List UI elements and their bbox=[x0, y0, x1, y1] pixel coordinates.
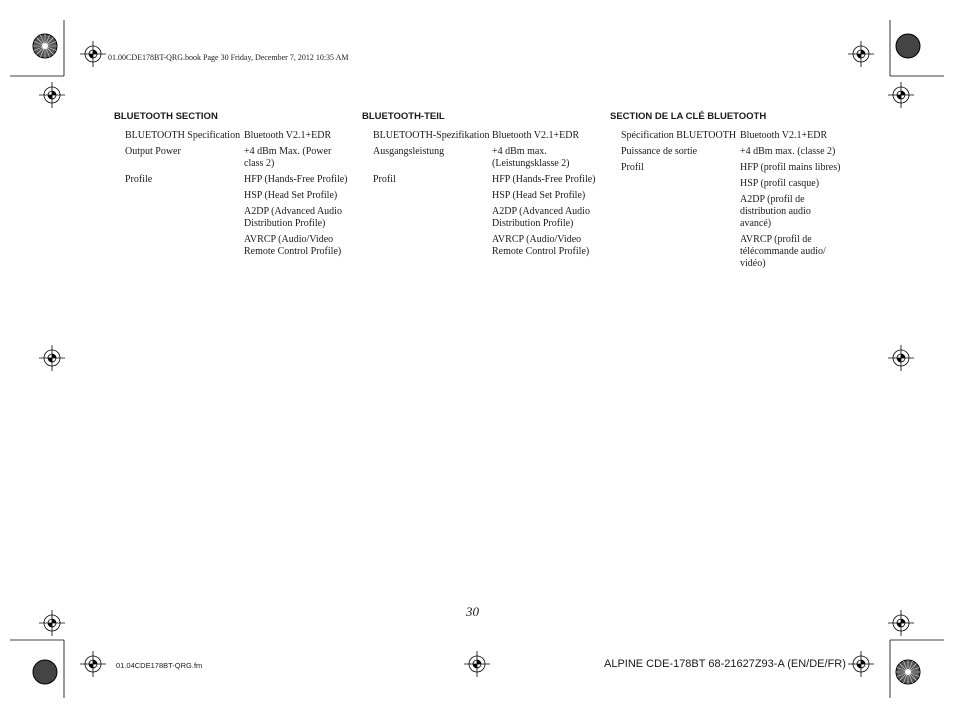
spec-value bbox=[740, 146, 844, 158]
spec-value-item: HSP (profil casque) bbox=[740, 178, 820, 189]
spec-value-item: HFP (Hands-Free Profile) bbox=[244, 174, 348, 185]
spec-label: BLUETOOTH-Spezifikation bbox=[373, 130, 490, 141]
spec-value-item: HFP (profil mains libres) bbox=[740, 162, 841, 173]
spec-table bbox=[621, 130, 847, 274]
spec-value bbox=[740, 130, 844, 142]
spec-table bbox=[373, 130, 599, 262]
spec-value bbox=[244, 130, 348, 142]
spec-row bbox=[373, 174, 599, 258]
spec-label: Ausgangsleistung bbox=[373, 146, 445, 157]
spec-value bbox=[244, 174, 348, 258]
spec-row bbox=[125, 174, 351, 258]
spec-value-item: AVRCP (Audio/Video Remote Control Profile) bbox=[244, 234, 342, 257]
spec-value-item: +4 dBm max. (classe 2) bbox=[740, 146, 836, 157]
footer-filename: 01.04CDE178BT-QRG.fm bbox=[116, 661, 203, 670]
spec-label: Spécification BLUETOOTH bbox=[621, 130, 737, 141]
spec-row bbox=[125, 146, 351, 170]
spec-row bbox=[373, 146, 599, 170]
spec-value bbox=[244, 146, 348, 170]
spec-value-item: +4 dBm max. (Leistungsklasse 2) bbox=[492, 146, 570, 169]
spec-value bbox=[492, 146, 596, 170]
spec-value-item: AVRCP (profil de télécommande audio/ vidéo) bbox=[740, 234, 826, 269]
spec-row bbox=[125, 130, 351, 142]
spec-row bbox=[621, 130, 847, 142]
spec-table bbox=[125, 130, 351, 262]
page-number: 30 bbox=[466, 604, 479, 619]
section-title: SECTION DE LA CLÉ BLUETOOTH bbox=[610, 111, 767, 122]
spec-label: Output Power bbox=[125, 146, 181, 157]
spec-value bbox=[492, 130, 596, 142]
footer-model-code: ALPINE CDE-178BT 68-21627Z93-A (EN/DE/FR) bbox=[604, 658, 846, 670]
section-title: BLUETOOTH-TEIL bbox=[362, 111, 445, 122]
spec-value-item: HFP (Hands-Free Profile) bbox=[492, 174, 596, 185]
spec-value-item: AVRCP (Audio/Video Remote Control Profile) bbox=[492, 234, 590, 257]
spec-value-item: A2DP (Advanced Audio Distribution Profile) bbox=[492, 206, 590, 229]
book-header: 01.00CDE178BT-QRG.book Page 30 Friday, December 7, 2012 10:35 AM bbox=[108, 53, 349, 62]
spec-value-item: A2DP (Advanced Audio Distribution Profile) bbox=[244, 206, 342, 229]
spec-value bbox=[492, 174, 596, 258]
spec-value-item: +4 dBm Max. (Power class 2) bbox=[244, 146, 332, 169]
spec-row bbox=[621, 162, 847, 270]
spec-label: Profil bbox=[373, 174, 396, 185]
spec-value-item: HSP (Head Set Profile) bbox=[492, 190, 586, 201]
spec-value-item: A2DP (profil de distribution audio avancé) bbox=[740, 194, 811, 229]
spec-value-item: Bluetooth V2.1+EDR bbox=[492, 130, 580, 141]
spec-row bbox=[373, 130, 599, 142]
spec-label: Profile bbox=[125, 174, 153, 185]
section-title: BLUETOOTH SECTION bbox=[114, 111, 218, 122]
spec-label: BLUETOOTH Specification bbox=[125, 130, 241, 141]
spec-label: Profil bbox=[621, 162, 644, 173]
spec-row bbox=[621, 146, 847, 158]
spec-value-item: Bluetooth V2.1+EDR bbox=[244, 130, 332, 141]
spec-value bbox=[740, 162, 844, 270]
spec-value-item: HSP (Head Set Profile) bbox=[244, 190, 338, 201]
spec-label: Puissance de sortie bbox=[621, 146, 698, 157]
spec-value-item: Bluetooth V2.1+EDR bbox=[740, 130, 828, 141]
